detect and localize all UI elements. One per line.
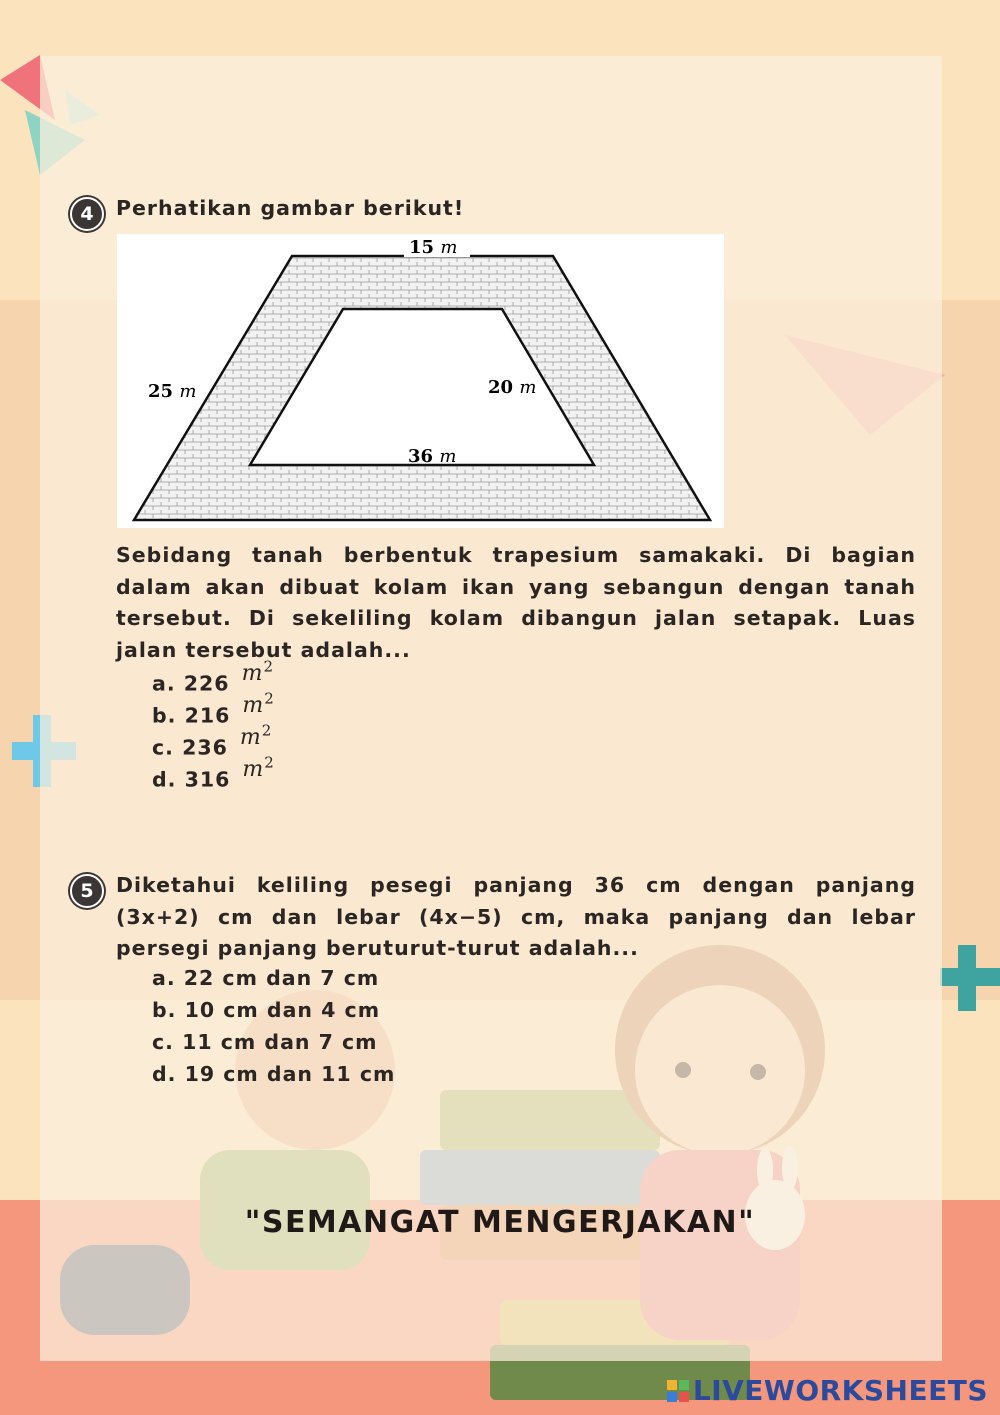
question-4-option-d[interactable]: d. 316 $m^2$ — [152, 754, 275, 792]
label-top-length: 15 m — [409, 237, 458, 258]
motto-text: "SEMANGAT MENGERJAKAN" — [244, 1205, 756, 1240]
question-5-option-a[interactable]: a. 22 cm dan 7 cm — [152, 966, 380, 990]
liveworksheets-logo-icon — [667, 1380, 689, 1402]
question-4-option-b[interactable]: b. 216 $m^2$ — [152, 690, 275, 728]
label-right-length: 20 m — [488, 377, 537, 398]
question-5-number-badge: 5 — [70, 874, 104, 908]
trapezium-figure — [117, 234, 724, 528]
question-4-option-c[interactable]: c. 236 $m^2$ — [152, 722, 273, 760]
question-4-title: Perhatikan gambar berikut! — [116, 196, 465, 220]
brand-logo[interactable] — [667, 1374, 988, 1407]
label-bottom-length: 36 m — [408, 446, 457, 467]
question-5-option-d[interactable]: d. 19 cm dan 11 cm — [152, 1062, 396, 1086]
label-left-length: 25 m — [148, 381, 197, 402]
trapezium-diagram — [117, 234, 724, 528]
question-4-number-badge: 4 — [70, 197, 104, 231]
question-4-option-a[interactable]: a. 226 $m^2$ — [152, 658, 274, 696]
question-4-text: Sebidang tanah berbentuk trapesium samakaki. Di bagian dalam akan dibuat kolam ikan yang sebangun dengan tanah tersebut. Di sekeliling kolam dibangun jalan setapak. Luas jalan tersebut adalah... — [116, 543, 916, 662]
question-5-option-b[interactable]: b. 10 cm dan 4 cm — [152, 998, 381, 1022]
brand-name: LIVEWORKSHEETS — [692, 1374, 988, 1407]
question-5-option-c[interactable]: c. 11 cm dan 7 cm — [152, 1030, 378, 1054]
question-5-text: Diketahui keliling pesegi panjang 36 cm dengan panjang (3x+2) cm dan lebar (4x−5) cm, maka panjang dan lebar persegi panjang beruturut-turut adalah... — [116, 873, 916, 960]
